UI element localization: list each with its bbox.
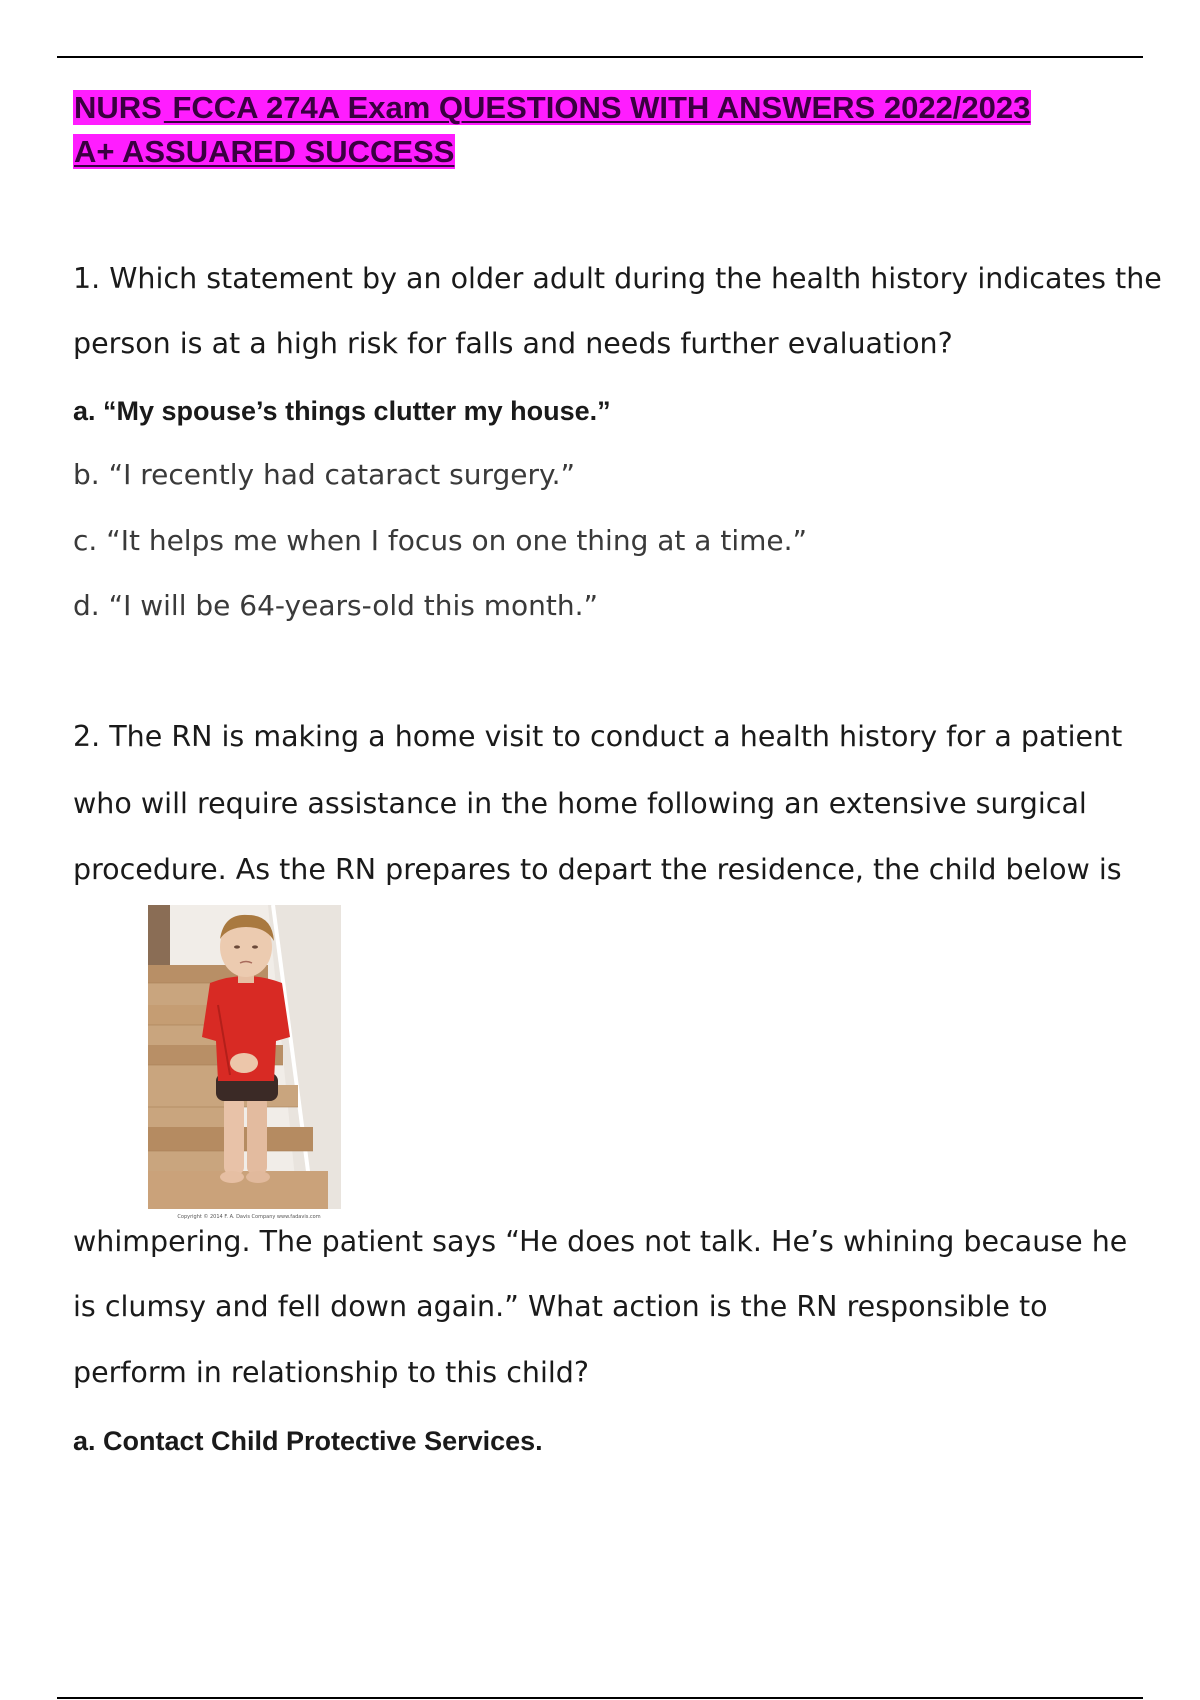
- question-1-option-b: b. “I recently had cataract surgery.”: [73, 458, 576, 491]
- document-title: [73, 86, 1200, 174]
- question-2-stem-line-4: whimpering. The patient says “He does not talk. He’s whining because he: [73, 1225, 1128, 1258]
- question-1-stem-line-2: person is at a high risk for falls and needs further evaluation?: [73, 327, 953, 360]
- title-subtitle: A+ ASSUARED SUCCESS: [74, 134, 455, 169]
- question-1-answer-a: a. “My spouse’s things clutter my house.”: [73, 396, 611, 426]
- question-2-answer-a: a. Contact Child Protective Services.: [73, 1426, 543, 1456]
- question-2-stem-line-6: perform in relationship to this child?: [73, 1356, 589, 1389]
- image-copyright-caption: Copyright © 2014 F. A. Davis Company www.fadavis.com: [177, 1214, 321, 1220]
- question-2-stem-line-1: 2. The RN is making a home visit to conduct a health history for a patient: [73, 720, 1123, 753]
- question-1-option-d: d. “I will be 64-years-old this month.”: [73, 589, 599, 622]
- question-1-option-c: c. “It helps me when I focus on one thing at a time.”: [73, 524, 808, 557]
- top-rule: [57, 56, 1143, 58]
- title-course-prefix: NURS: [74, 90, 162, 125]
- question-1-stem-line-1: 1. Which statement by an older adult during the health history indicates the: [73, 262, 1162, 295]
- title-main: FCCA 274A Exam QUESTIONS WITH ANSWERS 2022/2023: [163, 90, 1031, 125]
- bottom-rule: [57, 1697, 1143, 1699]
- question-2-stem-line-3: procedure. As the RN prepares to depart the residence, the child below is: [73, 853, 1122, 886]
- question-2-stem-line-5: is clumsy and fell down again.” What action is the RN responsible to: [73, 1290, 1048, 1323]
- question-2-stem-line-2: who will require assistance in the home following an extensive surgical: [73, 787, 1087, 820]
- child-on-stairs-image: [148, 905, 341, 1209]
